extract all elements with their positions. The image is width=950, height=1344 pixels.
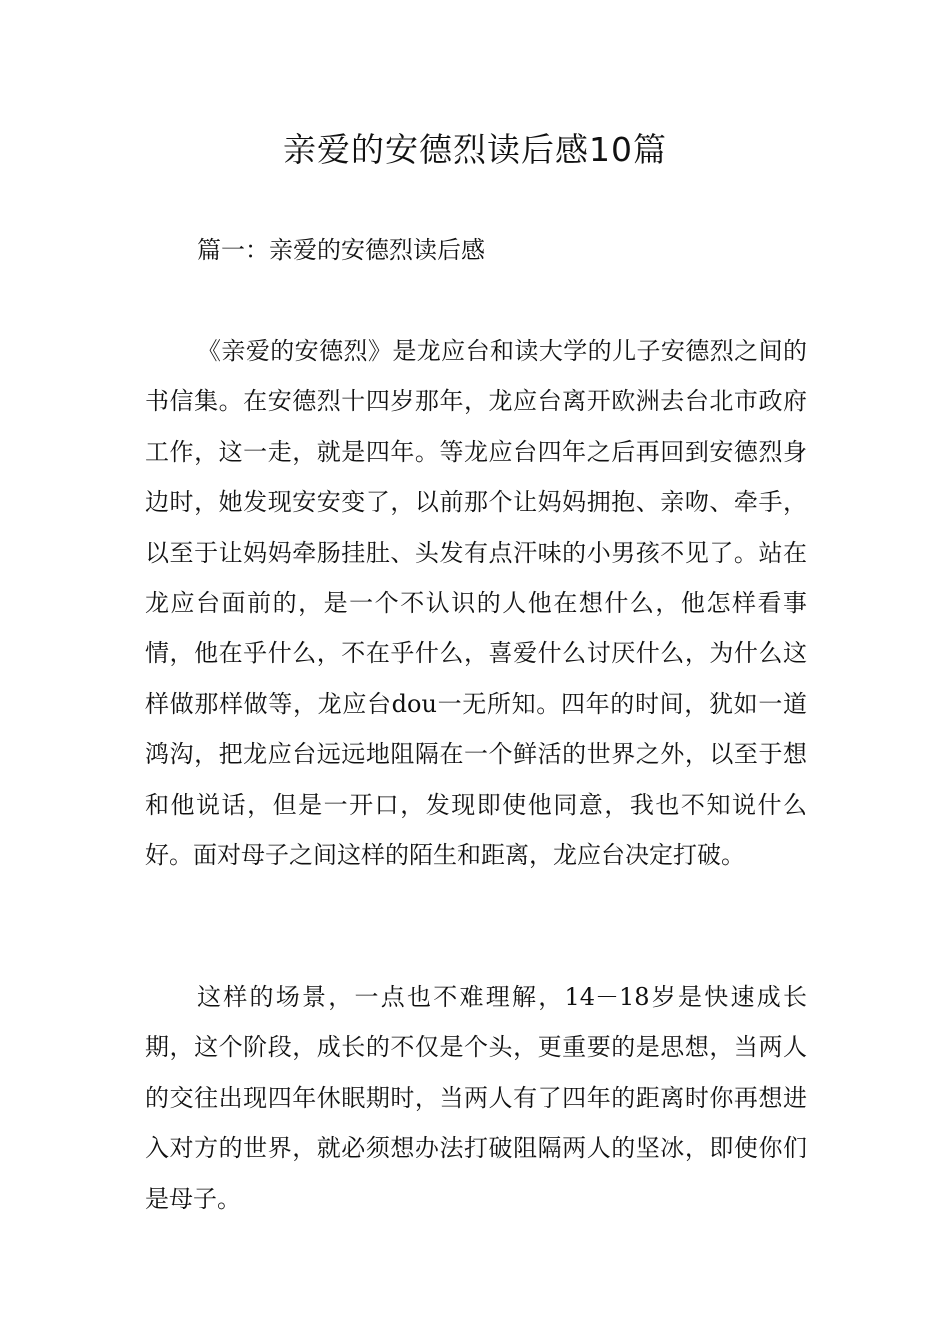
- paragraph-1: 《亲爱的安德烈》是龙应台和读大学的儿子安德烈之间的书信集。在安德烈十四岁那年，龙应台离开欧洲去台北市政府工作，这一走，就是四年。等龙应台四年之后再回到安德烈身边时，她发现安安变了，以前那个让妈妈拥抱、亲吻、牵手，以至于让妈妈牵肠挂肚、头发有点汗味的小男孩不见了。站在龙应台面前的，是一个不认识的人他在想什么，他怎样看事情，他在乎什么，不在乎什么，喜爱什么讨厌什么，为什么这样做那样做等，龙应台dou一无所知。四年的时间，犹如一道鸿沟，把龙应台远远地阻隔在一个鲜活的世界之外，以至于想和他说话，但是一开口，发现即使他同意，我也不知说什么好。面对母子之间这样的陌生和距离，龙应台决定打破。: [145, 337, 807, 870]
- paragraph-2: 这样的场景，一点也不难理解，14－18岁是快速成长期，这个阶段，成长的不仅是个头，更重要的是思想，当两人的交往出现四年休眠期时，当两人有了四年的距离时你再想进入对方的世界，就必须想办法打破阻隔两人的坚冰，即使你们是母子。: [145, 983, 807, 1213]
- section-heading: 篇一：亲爱的安德烈读后感: [197, 236, 485, 264]
- document-title: 亲爱的安德烈读后感10篇: [283, 130, 667, 169]
